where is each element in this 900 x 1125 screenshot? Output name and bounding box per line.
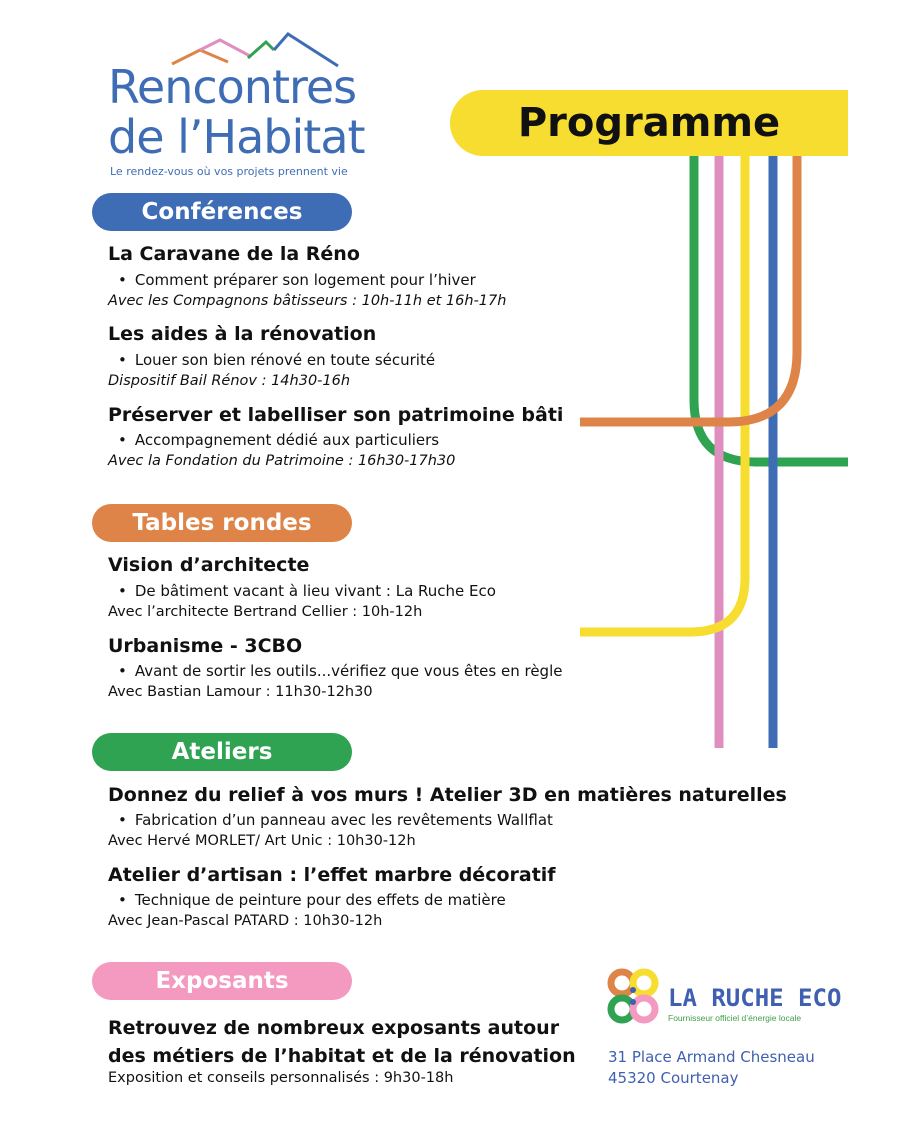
logo-tagline: Le rendez-vous où vos projets prennent vie: [110, 165, 348, 178]
conference-3-info: Avec la Fondation du Patrimoine : 16h30-17h30: [108, 453, 456, 469]
section-conferences: Conférences: [92, 193, 352, 231]
exposants-title: Retrouvez de nombreux exposants autour des métiers de l’habitat et de la rénovation: [108, 1017, 576, 1067]
atelier-2-bullet: • Technique de peinture pour des effets de matière: [118, 891, 506, 909]
conference-2-info: Dispositif Bail Rénov : 14h30-16h: [108, 373, 351, 389]
la-ruche-eco-logo-icon: [606, 968, 662, 1026]
atelier-2-info: Avec Jean-Pascal PATARD : 10h30-12h: [108, 913, 383, 929]
section-tables-rondes: Tables rondes: [92, 504, 352, 542]
section-exposants: Exposants: [92, 962, 352, 1000]
sponsor-address-line-1: 31 Place Armand Chesneau: [608, 1048, 815, 1066]
sponsor-name: LA RUCHE ECO: [668, 984, 842, 1012]
conference-2-bullet: • Louer son bien rénové en toute sécurité: [118, 351, 435, 369]
atelier-1-bullet: • Fabrication d’un panneau avec les revêtements Wallflat: [118, 811, 553, 829]
section-ateliers: Ateliers: [92, 733, 352, 771]
atelier-1-info: Avec Hervé MORLET/ Art Unic : 10h30-12h: [108, 833, 416, 849]
atelier-2-title: Atelier d’artisan : l’effet marbre décoratif: [108, 864, 556, 886]
logo-line-1: Rencontres: [108, 60, 357, 114]
logo-line-2: de l’Habitat: [108, 110, 365, 164]
table-ronde-2-title: Urbanisme - 3CBO: [108, 635, 303, 657]
conference-3-bullet: • Accompagnement dédié aux particuliers: [118, 431, 439, 449]
sponsor-address-line-2: 45320 Courtenay: [608, 1069, 739, 1087]
sponsor-subtitle: Fournisseur officiel d’énergie locale: [668, 1013, 802, 1023]
conference-2-title: Les aides à la rénovation: [108, 323, 377, 345]
atelier-1-title: Donnez du relief à vos murs ! Atelier 3D en matières naturelles: [108, 784, 787, 806]
table-ronde-1-bullet: • De bâtiment vacant à lieu vivant : La Ruche Eco: [118, 582, 496, 600]
table-ronde-1-title: Vision d’architecte: [108, 554, 310, 576]
programme-title: Programme: [517, 100, 781, 146]
table-ronde-2-info: Avec Bastian Lamour : 11h30-12h30: [108, 684, 373, 700]
conference-3-title: Préserver et labelliser son patrimoine bâti: [108, 404, 564, 426]
table-ronde-2-bullet: • Avant de sortir les outils...vérifiez que vous êtes en règle: [118, 662, 562, 680]
conference-1-bullet: • Comment préparer son logement pour l’hiver: [118, 271, 476, 289]
exposants-info: Exposition et conseils personnalisés : 9h30-18h: [108, 1070, 454, 1086]
table-ronde-1-info: Avec l’architecte Bertrand Cellier : 10h-12h: [108, 604, 423, 620]
conference-1-info: Avec les Compagnons bâtisseurs : 10h-11h et 16h-17h: [108, 293, 507, 309]
conference-1-title: La Caravane de la Réno: [108, 243, 360, 265]
